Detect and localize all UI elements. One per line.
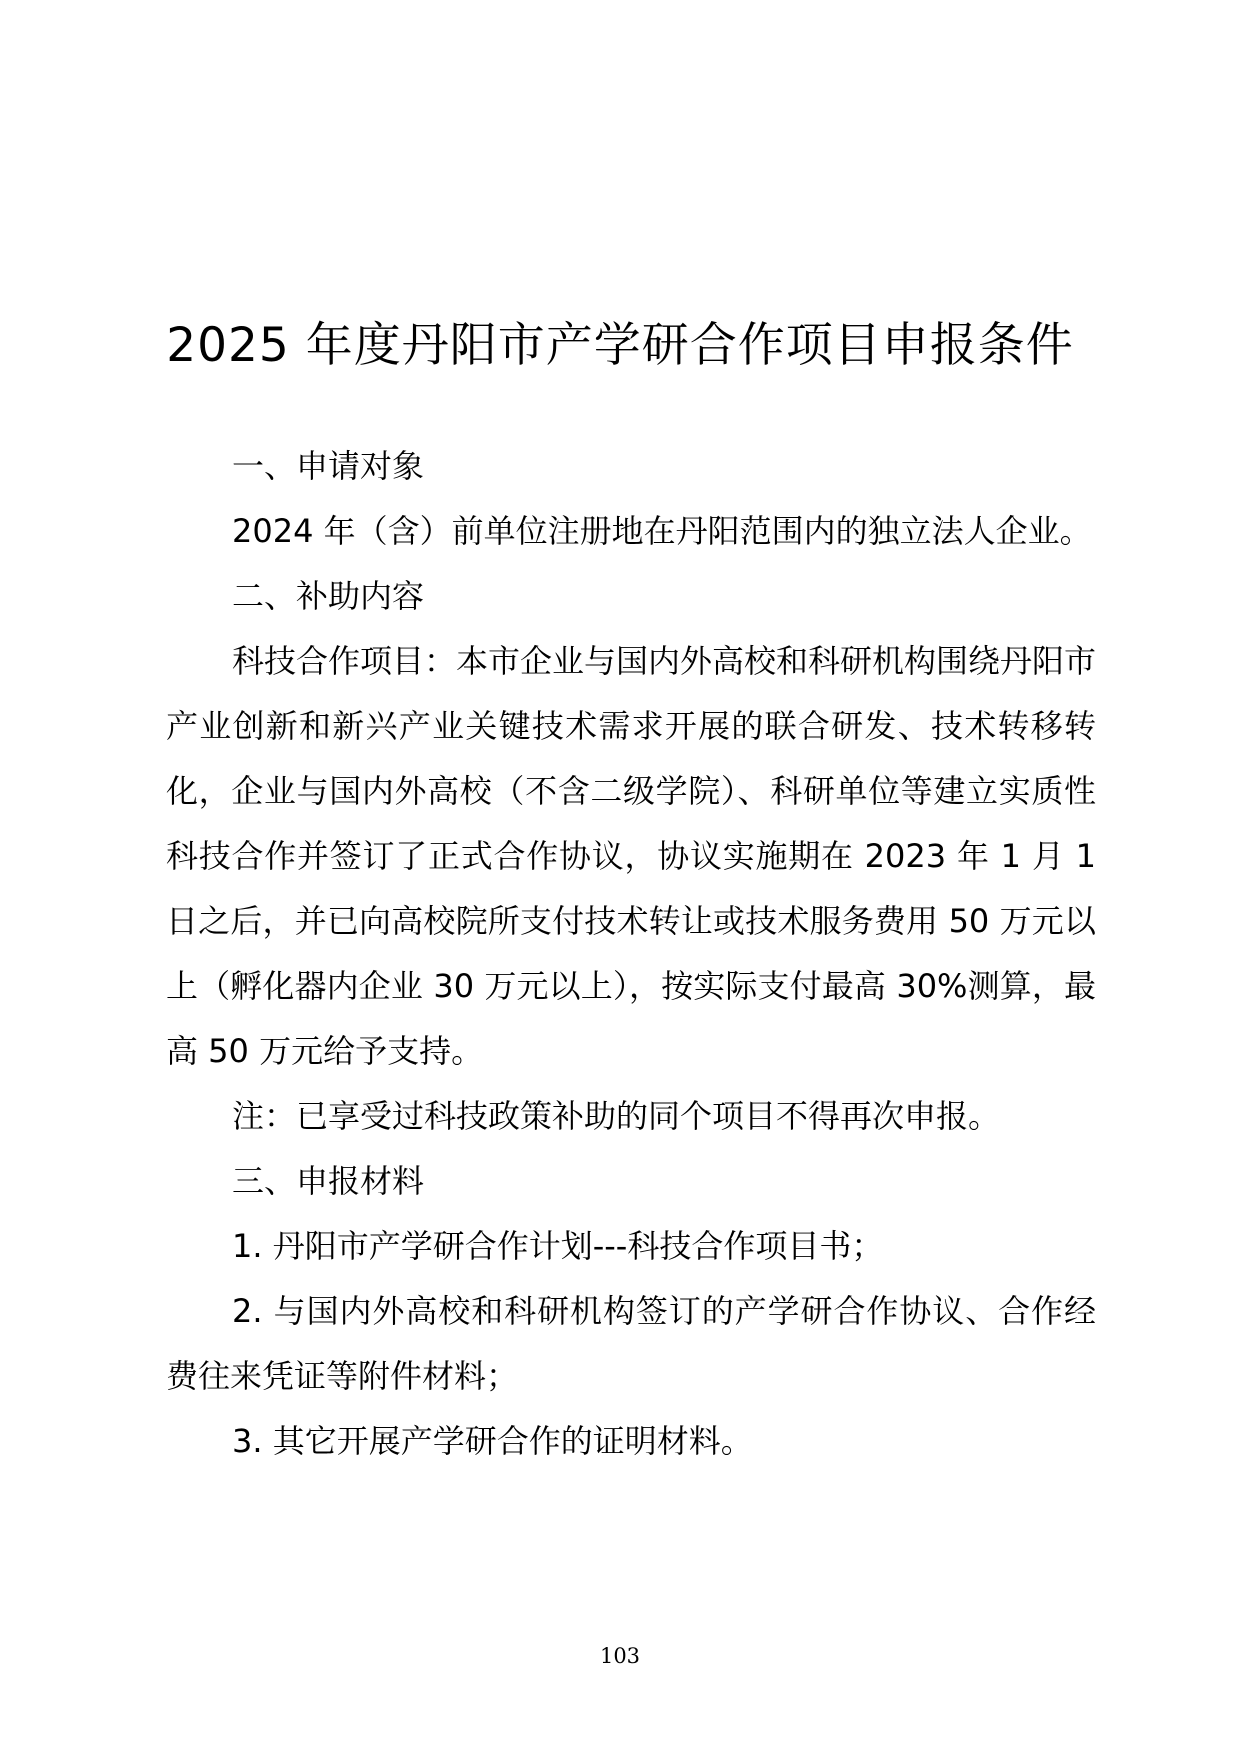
subsidy-text: 科技合作项目：本市企业与国内外高校和科研机构围绕丹阳市产业创新和新兴产业关键技术需求开展的联合研发、技术转移转化，企业与国内外高校（不含二级学院）、科研单位等建立实质性科技合作并签订了正式合作协议，协议实施期在 2023 年 1 月 1 日之后，并已向高校院所支付技术转让或技术服务费用 50 万元以上（孵化器内企业 30 万元以上），按实际支付最高 30%测算，最高 50 万元给予支持。 <box>166 642 1097 1070</box>
material-item-3: 3. 其它开展产学研合作的证明材料。 <box>232 1422 753 1460</box>
material-item-2: 2. 与国内外高校和科研机构签订的产学研合作协议、合作经费往来凭证等附件材料； <box>166 1292 1096 1395</box>
subsidy-note: 注：已享受过科技政策补助的同个项目不得再次申报。 <box>232 1097 1001 1135</box>
applicant-text: 2024 年（含）前单位注册地在丹阳范围内的独立法人企业。 <box>232 512 1092 550</box>
section-heading-subsidy: 二、补助内容 <box>232 577 425 615</box>
section-heading-applicant: 一、申请对象 <box>232 447 425 485</box>
document-title: 2025 年度丹阳市产学研合作项目申报条件 <box>166 318 1074 373</box>
section-heading-materials: 三、申报材料 <box>232 1162 425 1200</box>
page-number: 103 <box>599 1644 641 1668</box>
material-item-1: 1. 丹阳市产学研合作计划---科技合作项目书； <box>232 1227 884 1265</box>
document-body <box>166 434 1096 1474</box>
